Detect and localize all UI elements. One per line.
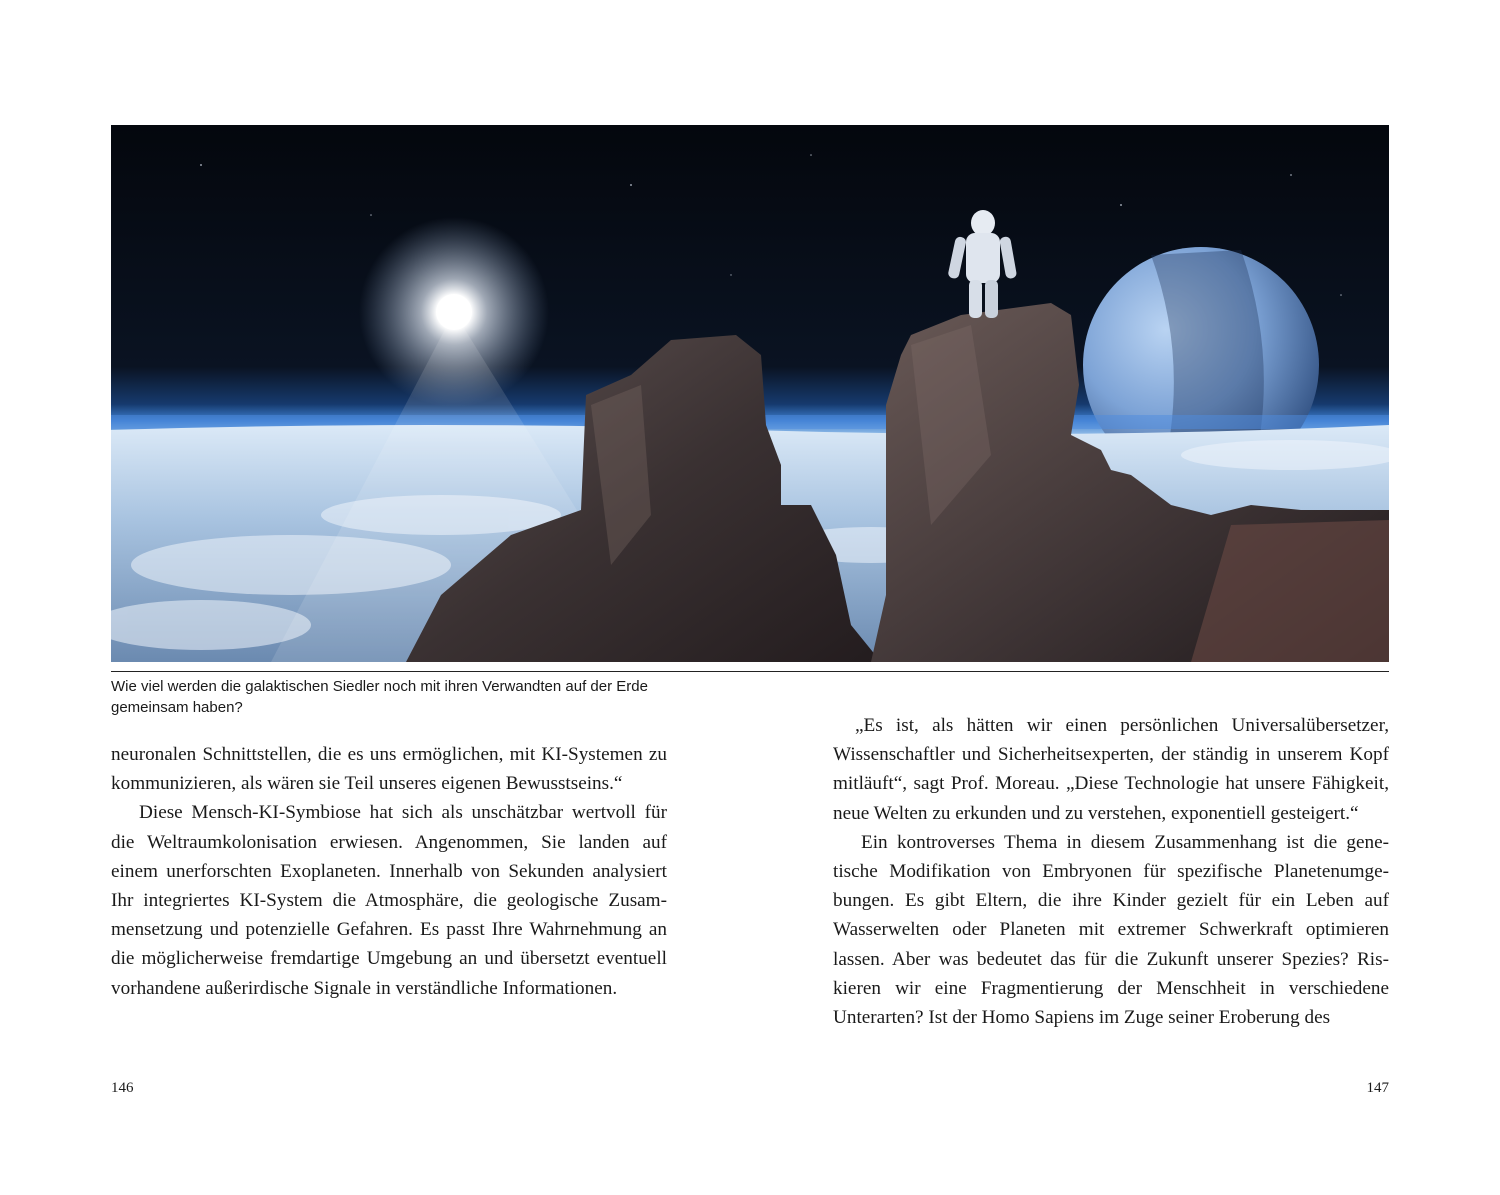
astronaut-on-rock-illustration xyxy=(111,125,1389,662)
paragraph: „Es ist, als hätten wir einen persönlichen Universalübersetzer, Wissenschaftler und Sicherheitsexperten, der ständig in unserem Kopf mitläuft“, sagt Prof. Moreau. „Diese Technologie hat unsere Fähigkeit, neue Welten zu erkunden und zu verstehen, exponentiell gesteigert.“ xyxy=(833,715,1389,824)
caption-rule xyxy=(111,671,1389,672)
page-number-left: 146 xyxy=(111,1080,134,1096)
figure-caption: Wie viel werden die galaktischen Siedler noch mit ihren Verwandten auf der Erde gemeinsam haben? xyxy=(111,678,648,716)
page-number-right: 147 xyxy=(1366,1080,1389,1096)
paragraph: Ein kontroverses Thema in diesem Zusammenhang ist die genetische Modifikation von Embryonen für spezifische Planetenumgebungen. Es gibt Eltern, die ihre Kinder gezielt für ein Leben auf Wasserwelten oder Planeten mit extremer Schwerkraft optimieren lassen. Aber was bedeutet das für die Zukunft unserer Spezies? Riskieren wir eine Fragmentierung der Menschheit in verschiedene Unterarten? Ist der Homo Sapiens im Zuge seiner Eroberung des xyxy=(833,831,1389,1029)
paragraph: neuronalen Schnittstellen, die es uns ermöglichen, mit KI-Systemen zu kommunizieren, als wären sie Teil unseres eigenen Bewusstseins.“ xyxy=(111,744,667,795)
space-illustration xyxy=(111,125,1389,662)
paragraph: Diese Mensch-KI-Symbiose hat sich als unschätzbar wertvoll für die Weltraumkolonisation erwiesen. Angenommen, Sie landen auf einem unerforschten Exoplaneten. Innerhalb von Sekunden analysiert Ihr integriertes KI-System die Atmosphäre, die geologische Zusammensetzung und potenzielle Gefahren. Es passt Ihre Wahrnehmung an die möglicherweise fremdartige Umgebung an und übersetzt eventuell vorhandene außerirdische Signale in verständliche Informationen. xyxy=(111,802,667,999)
right-page-text xyxy=(833,711,1389,1032)
left-page-text xyxy=(111,740,667,1003)
